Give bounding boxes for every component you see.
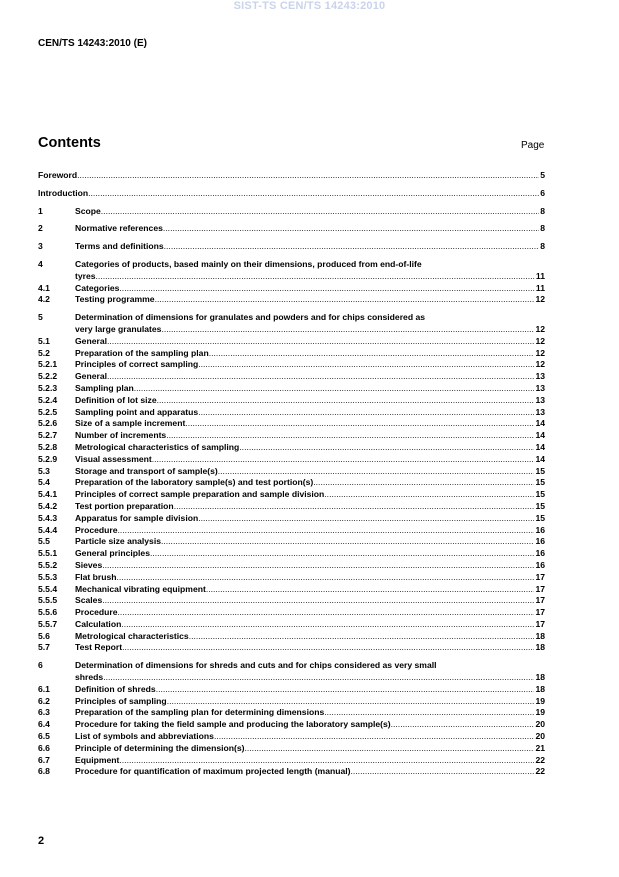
toc-entry-number: 5.2.1 (38, 359, 58, 370)
toc-entry-page: 20 (535, 731, 545, 742)
toc-entry-title-line1: Determination of dimensions for shreds and cuts and for chips considered as very small (75, 660, 437, 671)
toc-entry-page: 12 (535, 323, 545, 334)
toc-entry-title: Principles of correct sample preparation and sample division (75, 489, 325, 500)
toc-entry[interactable] (38, 430, 545, 442)
toc-entry[interactable] (38, 743, 545, 755)
toc-entry-title: Sampling point and apparatus (75, 406, 199, 417)
toc-entry-number: 5.2.7 (38, 430, 58, 441)
toc-entry-number: 5.3 (38, 465, 50, 476)
toc-entry[interactable] (38, 755, 545, 767)
toc-entry[interactable] (38, 513, 545, 525)
toc-entry-title: Size of a sample increment (75, 418, 186, 429)
toc-entry-page: 18 (535, 630, 545, 641)
toc-entry-page: 11 (535, 282, 545, 293)
toc-entry-title: Metrological characteristics (75, 630, 189, 641)
toc-entry-number: 5.5.5 (38, 595, 58, 606)
toc-entry-title: Particle size analysis (75, 536, 161, 547)
toc-entry[interactable] (38, 312, 545, 336)
toc-leader-dots (119, 755, 534, 767)
toc-entry[interactable] (38, 719, 545, 731)
toc-entry-page: 16 (535, 536, 545, 547)
toc-entry-page: 15 (535, 512, 545, 523)
toc-entry[interactable] (38, 696, 545, 708)
toc-leader-dots (198, 359, 534, 371)
toc-entry-title: Procedure (75, 607, 118, 618)
toc-entry-title: Definition of lot size (75, 394, 157, 405)
toc-entry-title: Principle of determining the dimension(s) (75, 742, 245, 753)
toc-entry[interactable] (38, 466, 545, 478)
table-of-contents (38, 170, 545, 778)
toc-entry-number: 6.3 (38, 707, 50, 718)
toc-entry-page: 17 (535, 607, 545, 618)
toc-entry-title: Introduction (38, 187, 89, 198)
toc-entry-number: 6.1 (38, 683, 50, 694)
toc-entry-title: Normative references (75, 223, 163, 234)
toc-entry-number: 4.1 (38, 282, 50, 293)
toc-leader-dots (313, 477, 534, 489)
toc-entry-page: 15 (535, 477, 545, 488)
toc-leader-dots (198, 513, 534, 525)
toc-entry-title: General (75, 335, 108, 346)
toc-entry-title: Procedure for taking the field sample and producing the laboratory sample(s) (75, 719, 391, 730)
toc-entry[interactable] (38, 642, 545, 654)
toc-entry-page: 12 (535, 347, 545, 358)
toc-leader-dots (218, 466, 535, 478)
toc-entry-number: 5.6 (38, 630, 50, 641)
toc-entry-title: Mechanical vibrating equipment (75, 583, 206, 594)
toc-entry-title: List of symbols and abbreviations (75, 731, 214, 742)
toc-entry-title: Metrological characteristics of sampling (75, 441, 240, 452)
toc-entry[interactable] (38, 489, 545, 501)
toc-entry-title: tyres (75, 270, 96, 281)
toc-entry-number: 5.2.9 (38, 453, 58, 464)
toc-entry-title: Testing programme (75, 294, 155, 305)
toc-entry-page: 6 (540, 187, 545, 198)
toc-leader-dots (161, 536, 534, 548)
toc-entry[interactable] (38, 731, 545, 743)
toc-entry-number: 6.4 (38, 719, 50, 730)
toc-entry-title: Preparation of the laboratory sample(s) and test portion(s) (75, 477, 314, 488)
toc-entry[interactable] (38, 560, 545, 572)
toc-entry-number: 6.5 (38, 731, 50, 742)
toc-entry-page: 14 (535, 453, 545, 464)
toc-entry-number: 5.5.3 (38, 571, 58, 582)
toc-leader-dots (121, 619, 534, 631)
toc-entry-title: Number of increments (75, 430, 167, 441)
toc-leader-dots (167, 696, 535, 708)
toc-entry[interactable] (38, 548, 545, 560)
toc-entry-page: 8 (540, 241, 545, 252)
toc-entry-title: very large granulates (75, 323, 162, 334)
toc-entry-title-line1: Categories of products, based mainly on their dimensions, produced from end-of-life (75, 258, 422, 269)
document-id: CEN/TS 14243:2010 (E) (38, 38, 147, 49)
toc-entry[interactable] (38, 241, 545, 253)
toc-entry-page: 8 (540, 205, 545, 216)
toc-entry-title: General principles (75, 548, 150, 559)
toc-leader-dots (174, 501, 535, 513)
toc-entry-page: 15 (535, 489, 545, 500)
toc-entry-number: 4 (38, 258, 43, 269)
toc-entry-title: Foreword (38, 170, 78, 180)
toc-entry-number: 4.2 (38, 294, 50, 305)
toc-entry-number: 5.2.4 (38, 394, 58, 405)
toc-entry[interactable] (38, 336, 545, 348)
toc-entry-page: 12 (535, 359, 545, 370)
toc-entry[interactable] (38, 359, 545, 371)
toc-entry-page: 15 (535, 500, 545, 511)
toc-leader-dots (189, 631, 535, 643)
toc-entry-number: 5.4.3 (38, 512, 58, 523)
contents-heading: Contents (38, 135, 101, 151)
toc-entry-page: 8 (540, 223, 545, 234)
toc-entry[interactable] (38, 418, 545, 430)
watermark: SIST-TS CEN/TS 14243:2010 (233, 0, 386, 12)
toc-leader-dots (102, 560, 534, 572)
toc-leader-dots (157, 395, 535, 407)
toc-entry[interactable] (38, 595, 545, 607)
toc-leader-dots (152, 454, 535, 466)
toc-entry-title: Procedure for quantification of maximum projected length (manual) (75, 766, 351, 777)
toc-entry-number: 5.5.2 (38, 559, 58, 570)
toc-entry-number: 5.5 (38, 536, 50, 547)
toc-leader-dots (351, 766, 535, 778)
toc-entry[interactable] (38, 294, 545, 306)
toc-entry[interactable] (38, 442, 545, 454)
toc-entry[interactable] (38, 501, 545, 513)
toc-entry-page: 17 (535, 595, 545, 606)
toc-entry-page: 21 (535, 742, 545, 753)
page-column-label: Page (521, 140, 545, 151)
toc-entry-page: 18 (535, 672, 545, 683)
toc-leader-dots (118, 607, 535, 619)
toc-entry[interactable] (38, 283, 545, 295)
toc-leader-dots (101, 206, 539, 218)
toc-leader-dots (209, 348, 535, 360)
toc-entry-page: 13 (535, 406, 545, 417)
toc-entry-number: 5.7 (38, 642, 50, 653)
toc-entry-number: 5.1 (38, 335, 50, 346)
toc-entry[interactable] (38, 383, 545, 395)
toc-entry-page: 14 (535, 441, 545, 452)
toc-entry-title: Principles of correct sampling (75, 359, 199, 370)
toc-leader-dots (164, 241, 540, 253)
toc-entry-page: 17 (535, 583, 545, 594)
toc-entry-title: Visual assessment (75, 453, 152, 464)
toc-leader-dots (118, 525, 535, 537)
toc-leader-dots (391, 719, 535, 731)
toc-entry-number: 5.5.7 (38, 618, 58, 629)
toc-entry[interactable] (38, 536, 545, 548)
toc-entry[interactable] (38, 584, 545, 596)
toc-leader-dots (134, 383, 535, 395)
toc-entry-number: 5.4 (38, 477, 50, 488)
toc-leader-dots (206, 584, 535, 596)
toc-entry-title: Scales (75, 595, 103, 606)
toc-entry-number: 5.5.1 (38, 548, 58, 559)
page-number: 2 (38, 835, 45, 847)
toc-entry-title-line1: Determination of dimensions for granulates and powders and for chips considered as (75, 312, 426, 323)
toc-entry-page: 18 (535, 683, 545, 694)
toc-entry[interactable] (38, 206, 545, 218)
toc-entry[interactable] (38, 407, 545, 419)
toc-entry-title: General (75, 371, 108, 382)
toc-entry-page: 12 (535, 335, 545, 346)
toc-entry-page: 13 (535, 371, 545, 382)
toc-entry[interactable] (38, 607, 545, 619)
toc-entry[interactable] (38, 766, 545, 778)
toc-entry[interactable] (38, 454, 545, 466)
toc-entry-number: 6 (38, 660, 43, 671)
toc-leader-dots (161, 324, 534, 336)
toc-entry-number: 5 (38, 312, 43, 323)
toc-leader-dots (107, 336, 534, 348)
toc-entry-number: 5.5.4 (38, 583, 58, 594)
toc-leader-dots (119, 283, 534, 295)
toc-entry[interactable] (38, 371, 545, 383)
toc-entry-page: 17 (535, 618, 545, 629)
toc-entry[interactable] (38, 525, 545, 537)
toc-entry-title: Sampling plan (75, 382, 134, 393)
toc-leader-dots (156, 684, 535, 696)
toc-leader-dots (150, 548, 534, 560)
toc-leader-dots (155, 294, 535, 306)
toc-entry-title: Equipment (75, 754, 120, 765)
toc-leader-dots (107, 371, 534, 383)
toc-entry[interactable] (38, 660, 545, 684)
toc-entry-page: 18 (535, 642, 545, 653)
toc-entry-title: Categories (75, 282, 120, 293)
toc-leader-dots (324, 707, 534, 719)
toc-leader-dots (324, 489, 534, 501)
toc-entry-number: 2 (38, 223, 43, 234)
toc-entry-page: 5 (540, 170, 545, 180)
toc-entry-page: 16 (535, 524, 545, 535)
toc-entry-page: 20 (535, 719, 545, 730)
toc-entry-page: 15 (535, 465, 545, 476)
toc-entry-number: 5.4.4 (38, 524, 58, 535)
toc-leader-dots (214, 731, 534, 743)
toc-entry-title: Apparatus for sample division (75, 512, 199, 523)
toc-entry-page: 16 (535, 548, 545, 559)
toc-entry-title: Principles of sampling (75, 695, 167, 706)
toc-entry[interactable] (38, 707, 545, 719)
toc-entry[interactable] (38, 619, 545, 631)
toc-entry[interactable] (38, 477, 545, 489)
toc-entry[interactable] (38, 223, 545, 235)
toc-entry-page: 12 (535, 294, 545, 305)
toc-entry-page: 19 (535, 707, 545, 718)
toc-entry-number: 6.7 (38, 754, 50, 765)
toc-leader-dots (122, 642, 534, 654)
toc-entry-title: Sieves (75, 559, 103, 570)
toc-entry-number: 5.2.3 (38, 382, 58, 393)
toc-entry-number: 6.6 (38, 742, 50, 753)
toc-entry-number: 5.2 (38, 347, 50, 358)
toc-leader-dots (88, 188, 539, 200)
toc-leader-dots (245, 743, 535, 755)
toc-entry-title: Calculation (75, 618, 122, 629)
toc-leader-dots (239, 442, 534, 454)
toc-leader-dots (117, 572, 535, 584)
toc-leader-dots (163, 223, 539, 235)
toc-entry-title: Scope (75, 205, 101, 216)
toc-entry-page: 14 (535, 430, 545, 441)
toc-entry-title: Preparation of the sampling plan (75, 347, 209, 358)
toc-entry[interactable] (38, 684, 545, 696)
toc-entry-number: 5.5.6 (38, 607, 58, 618)
toc-leader-dots (166, 430, 534, 442)
toc-entry-page: 16 (535, 559, 545, 570)
toc-entry-title: Procedure (75, 524, 118, 535)
toc-entry-title: Test portion preparation (75, 500, 174, 511)
toc-entry-page: 14 (535, 418, 545, 429)
toc-entry[interactable] (38, 631, 545, 643)
toc-entry-page: 22 (535, 754, 545, 765)
toc-leader-dots (185, 418, 534, 430)
toc-entry-number: 5.4.1 (38, 489, 58, 500)
toc-entry-title: Preparation of the sampling plan for determining dimensions (75, 707, 325, 718)
toc-entry-number: 6.8 (38, 766, 50, 777)
toc-entry[interactable] (38, 259, 545, 283)
toc-leader-dots (198, 407, 534, 419)
toc-entry[interactable] (38, 188, 545, 200)
toc-entry-title: Terms and definitions (75, 241, 164, 252)
toc-entry-number: 3 (38, 241, 43, 252)
toc-leader-dots (103, 672, 534, 684)
toc-entry-number: 5.2.6 (38, 418, 58, 429)
toc-entry-title: Definition of shreds (75, 683, 156, 694)
toc-leader-dots (96, 271, 535, 283)
toc-entry[interactable] (38, 170, 545, 182)
toc-entry-page: 13 (535, 394, 545, 405)
toc-entry-title: Test Report (75, 642, 123, 653)
toc-entry-page: 19 (535, 695, 545, 706)
toc-entry-number: 5.2.5 (38, 406, 58, 417)
toc-entry-title: Storage and transport of sample(s) (75, 465, 218, 476)
toc-entry-page: 11 (535, 270, 545, 281)
toc-entry-page: 13 (535, 382, 545, 393)
toc-entry[interactable] (38, 348, 545, 360)
toc-entry-number: 1 (38, 205, 43, 216)
toc-entry-number: 6.2 (38, 695, 50, 706)
toc-entry-title: shreds (75, 672, 104, 683)
toc-entry[interactable] (38, 395, 545, 407)
toc-entry-number: 5.2.2 (38, 371, 58, 382)
toc-entry-number: 5.2.8 (38, 441, 58, 452)
toc-entry-page: 17 (535, 571, 545, 582)
toc-entry-number: 5.4.2 (38, 500, 58, 511)
toc-entry-page: 22 (535, 766, 545, 777)
toc-entry-title: Flat brush (75, 571, 117, 582)
toc-entry[interactable] (38, 572, 545, 584)
toc-leader-dots (77, 170, 539, 182)
toc-leader-dots (102, 595, 534, 607)
